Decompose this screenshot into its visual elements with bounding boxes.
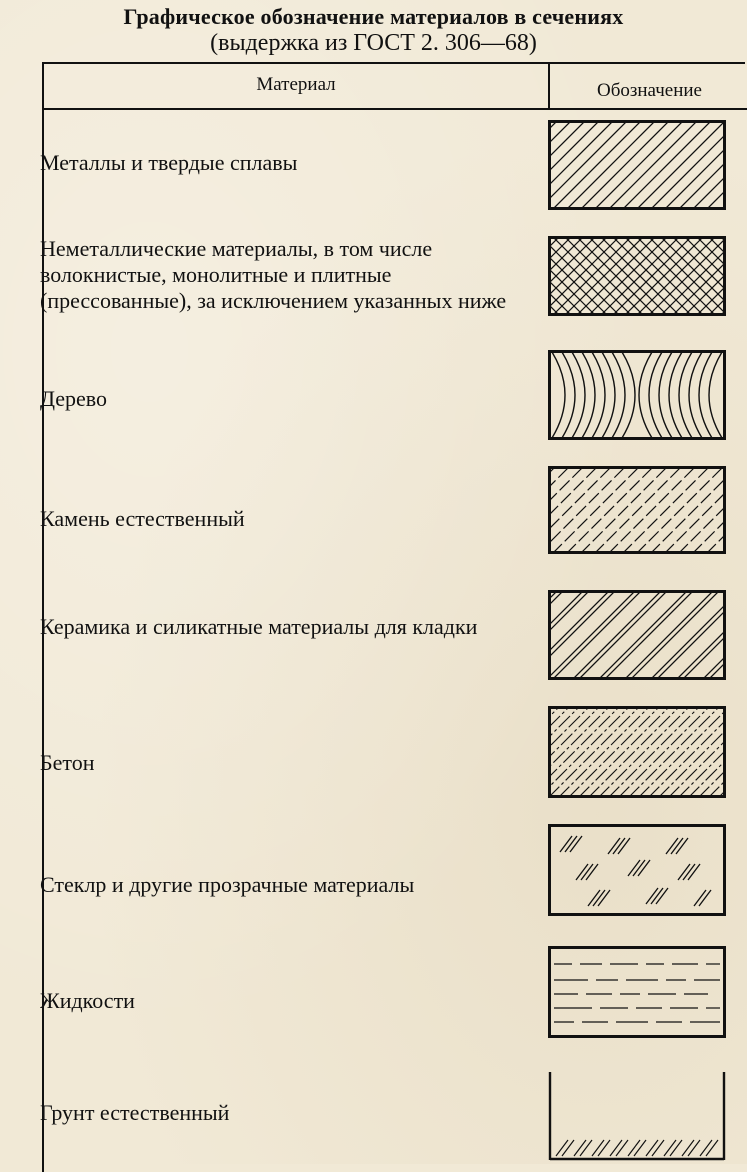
row-label-soil: Грунт естественный (40, 1100, 230, 1125)
header-divider (42, 108, 747, 110)
document-subtitle: (выдержка из ГОСТ 2. 306—68) (210, 30, 537, 56)
row-label-nonmetals: Неметаллические материалы, в том числе волокнистые, монолитные и плитные (прессованные), за исключением указанных ниже (40, 236, 507, 313)
single-hatch-icon (548, 120, 726, 210)
column-divider (548, 62, 550, 110)
row-label-glass: Стеклр и другие прозрачные материалы (40, 872, 415, 897)
row-label-metals: Металлы и твердые сплавы (40, 150, 298, 175)
soil-hatch-icon (548, 1068, 726, 1162)
row-label-liquids: Жидкости (40, 988, 135, 1013)
row-label-wood: Дерево (40, 386, 108, 411)
document-title: Графическое обозначение материалов в сечениях (123, 4, 624, 29)
wood-grain-icon (548, 350, 726, 440)
column-header-material: Материал (256, 74, 336, 95)
cross-hatch-icon (548, 236, 726, 316)
row-label-concrete: Бетон (40, 750, 95, 775)
row-label-ceramics: Керамика и силикатные материалы для кладки (40, 614, 478, 639)
row-label-stone: Камень естественный (40, 506, 245, 531)
glass-hatch-icon (548, 824, 726, 916)
liquid-dash-icon (548, 946, 726, 1038)
concrete-hatch-icon (548, 706, 726, 798)
ceramic-hatch-icon (548, 590, 726, 680)
column-header-symbol: Обозначение (597, 80, 702, 101)
natural-stone-hatch-icon (548, 466, 726, 554)
